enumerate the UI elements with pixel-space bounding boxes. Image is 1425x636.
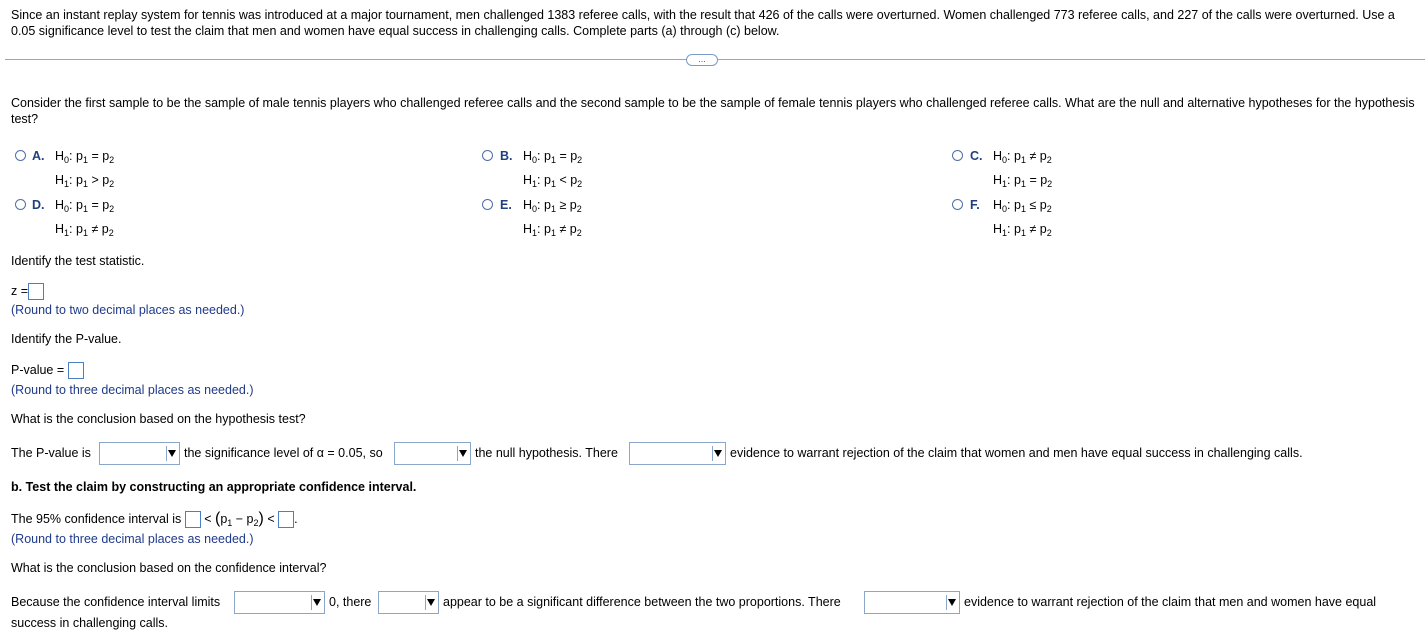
- ci-conclusion-text-1: Because the confidence interval limits: [11, 595, 221, 609]
- reject-decision-select[interactable]: [394, 442, 471, 465]
- ci-limits-select[interactable]: [234, 591, 325, 614]
- ci-upper-input[interactable]: [278, 511, 294, 528]
- option-d-hypotheses: $H_0$: $p_1 = p_2$ $H_1$: $p_1 \ne p_2$: [55, 198, 115, 238]
- z-label: z =: [11, 283, 29, 298]
- option-e-hypotheses: $H_0$: $p_1 \ge p_2$ $H_1$: $p_1 \ne p_2$: [523, 198, 582, 238]
- ci-lt-2: <: [267, 512, 275, 526]
- z-hint: (Round to two decimal places as needed.): [11, 303, 245, 317]
- evidence-select[interactable]: [629, 442, 726, 465]
- option-d-letter: D.: [32, 198, 45, 212]
- ci-conclusion-text-2: 0, there: [329, 595, 372, 609]
- option-a-radio[interactable]: [15, 150, 26, 161]
- problem-statement: Since an instant replay system for tennis was introduced at a major tournament, men challenged 1383 referee calls, with the result that 426 of the calls were overturned. Women challenged 773 referee calls, and 227 of the calls were overturned. Use a 0.05 significance level to test the claim that men and women have equal success in challenging calls. Complete parts (a) through (c) below.: [11, 8, 1395, 38]
- conclusion-text-3: the null hypothesis. There: [475, 446, 618, 460]
- ci-label: The 95% confidence interval is: [11, 512, 182, 526]
- option-f-radio[interactable]: [952, 199, 963, 210]
- option-b-letter: B.: [500, 149, 513, 163]
- option-a-letter: A.: [32, 149, 45, 163]
- ci-conclusion-text-5: success in challenging calls.: [11, 616, 169, 630]
- ci-evidence-select[interactable]: [864, 591, 960, 614]
- option-b-hypotheses: $H_0$: $p_1 = p_2$ $H_1$: $p_1 < p_2$: [523, 149, 583, 189]
- option-d-radio[interactable]: [15, 199, 26, 210]
- option-c-radio[interactable]: [952, 150, 963, 161]
- part-b-heading: b. Test the claim by constructing an appropriate confidence interval.: [11, 480, 417, 494]
- option-f-hypotheses: $H_0$: $p_1 \le p_2$ $H_1$: $p_1 \ne p_2$: [993, 198, 1052, 238]
- option-c-letter: C.: [970, 149, 983, 163]
- option-a-hypotheses: $H_0$: $p_1 = p_2$ $H_1$: $p_1 > p_2$: [55, 149, 115, 189]
- pvalue-comparison-select[interactable]: [99, 442, 180, 465]
- ci-conclusion-prompt: What is the conclusion based on the confidence interval?: [11, 561, 327, 575]
- test-statistic-prompt: Identify the test statistic.: [11, 254, 145, 268]
- show-more-button[interactable]: ...: [686, 54, 718, 66]
- ci-conclusion-text-3: appear to be a significant difference between the two proportions. There: [443, 595, 841, 609]
- p-value-input[interactable]: [68, 362, 84, 379]
- conclusion-text-4: evidence to warrant rejection of the claim that women and men have equal success in challenging calls.: [730, 446, 1303, 460]
- dropdown-arrow-icon: [946, 595, 957, 610]
- ci-lower-input[interactable]: [185, 511, 201, 528]
- option-e-radio[interactable]: [482, 199, 493, 210]
- dropdown-arrow-icon: [166, 446, 177, 461]
- option-f-letter: F.: [970, 198, 980, 212]
- dropdown-arrow-icon: [457, 446, 468, 461]
- ci-appear-select[interactable]: [378, 591, 439, 614]
- ci-lt-1: <: [204, 512, 212, 526]
- p-value-prompt: Identify the P-value.: [11, 332, 122, 346]
- dropdown-arrow-icon: [712, 446, 723, 461]
- conclusion-text-1: The P-value is: [11, 446, 91, 460]
- z-input[interactable]: [28, 283, 44, 300]
- ci-conclusion-text-4: evidence to warrant rejection of the claim that men and women have equal: [964, 595, 1377, 609]
- ci-row: The 95% confidence interval is < $(p_1 - p_2)$ < .: [11, 510, 298, 528]
- dropdown-arrow-icon: [311, 595, 322, 610]
- p-value-label: P-value =: [11, 362, 65, 377]
- ci-hint: (Round to three decimal places as needed.): [11, 532, 254, 546]
- option-e-letter: E.: [500, 198, 512, 212]
- p-value-hint: (Round to three decimal places as needed.): [11, 383, 254, 397]
- z-row: [11, 283, 44, 300]
- option-c-hypotheses: $H_0$: $p_1 \ne p_2$ $H_1$: $p_1 = p_2$: [993, 149, 1053, 189]
- p-value-row: [11, 362, 84, 379]
- conclusion-text-2: the significance level of α = 0.05, so: [184, 446, 383, 460]
- dropdown-arrow-icon: [425, 595, 436, 610]
- hypothesis-question: Consider the first sample to be the sample of male tennis players who challenged referee calls and the second sample to be the sample of female tennis players who challenged referee calls. What are the null and alternative hypotheses for the hypothesis test?: [11, 96, 1415, 126]
- option-b-radio[interactable]: [482, 150, 493, 161]
- conclusion-prompt: What is the conclusion based on the hypothesis test?: [11, 412, 306, 426]
